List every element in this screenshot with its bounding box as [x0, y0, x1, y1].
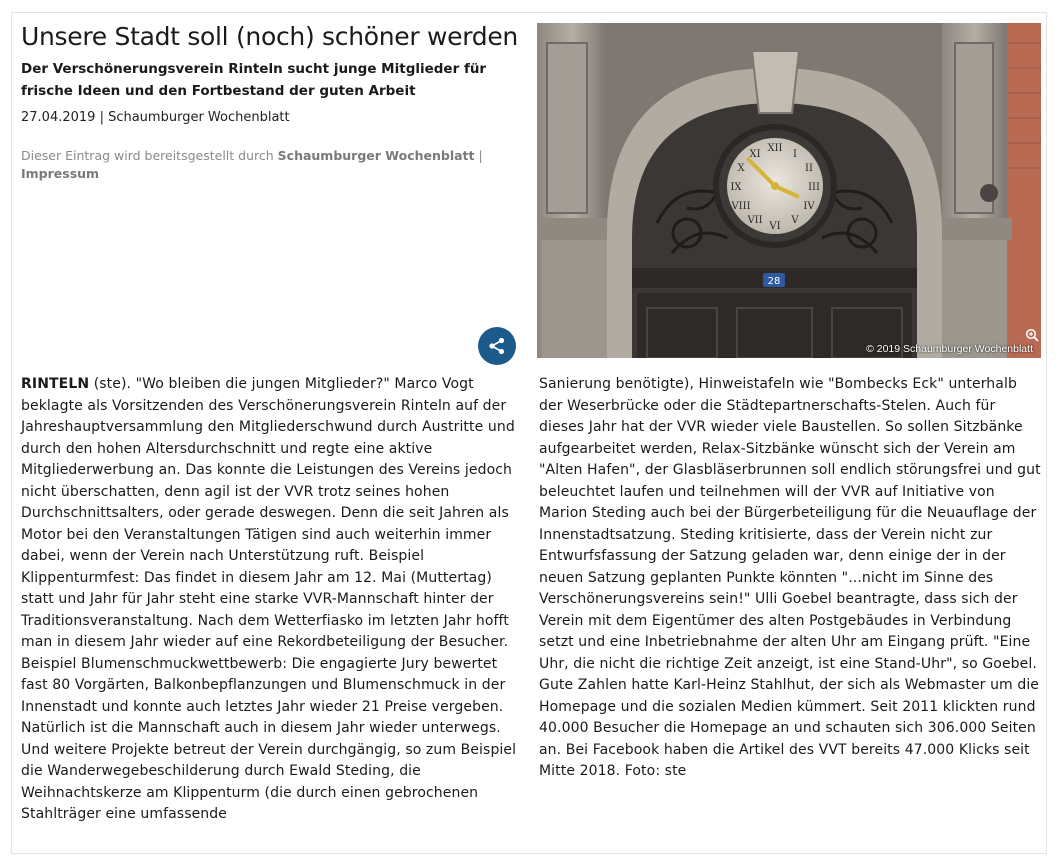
article-photo[interactable] [537, 23, 1041, 358]
svg-text:XI: XI [749, 149, 761, 160]
svg-text:V: V [791, 215, 799, 226]
share-icon [488, 337, 506, 355]
svg-text:IV: IV [803, 201, 815, 212]
svg-text:X: X [737, 163, 745, 174]
door-number: 28 [767, 276, 781, 287]
article-body-right [539, 374, 1044, 783]
share-button[interactable] [478, 327, 516, 365]
provider-prefix: Dieser Eintrag wird bereitsgestellt durch [21, 148, 274, 163]
svg-text:I: I [793, 149, 797, 160]
article-body-left [21, 374, 526, 826]
article-subtitle: Der Verschönerungsverein Rinteln sucht junge Mitglieder für frische Ideen und den Fortbestand der guten Arbeit [21, 61, 487, 99]
svg-text:VI: VI [769, 221, 781, 232]
body-lead: RINTELN [21, 376, 90, 392]
article-title: Unsere Stadt soll (noch) schöner werden [21, 22, 518, 51]
article-meta: 27.04.2019 | Schaumburger Wochenblatt [21, 110, 290, 125]
svg-text:III: III [808, 182, 820, 193]
svg-text:VIII: VIII [731, 201, 751, 212]
body-text-right: Sanierung benötigte), Hinweistafeln wie "Bombecks Eck" unterhalb der Weserbrücke oder die Städtepartnerschafts-Stelen. Auch für dieses Jahr hat der VVR wieder viele Baustellen. So sollen Sitzbänke aufgearbeitet werden, Relax-Sitzbänke wünscht sich der Verein am "Alten Hafen", der Glasbläserbrunnen soll endlich störungsfrei und gut beleuchtet laufen und teilnehmen will der VVR auf Initiative von Marion Steding auch bei der Bürgerbeteiligung für die Neuauflage der Innenstadtsatzung. Steding kritisierte, dass der Verein nicht zur Entwurfsfassung der Satzung geladen war, denn einige der in der neuen Satzung geplanten Punkte könnten "...nicht im Sinne des Verschönerungsvereins sein!" Ulli Goebel beantragte, dass sich der Verein mit dem Eigentümer des alten Postgebäudes in Verbindung setzt und eine Inbetriebnahme der alten Uhr am Eingang prüft. "Eine Uhr, die nicht die richtige Zeit anzeigt, ist eine Stand-Uhr", so Goebel. Gute Zahlen hatte Karl-Heinz Stahlhut, der sich als Webmaster um die Homepage und die sozialen Medien kümmert. Seit 2011 klickten rund 40.000 Besucher die Homepage an und schauten sich 306.000 Seiten an. Bei Facebook haben die Artikel des VVT bereits 47.000 Klicks seit Mitte 2018. Foto: ste [539, 376, 1041, 779]
svg-text:IX: IX [730, 182, 742, 193]
provider-separator: | [478, 148, 483, 163]
zoom-icon[interactable] [1025, 328, 1039, 342]
svg-text:XII: XII [767, 143, 783, 154]
provider-note [21, 147, 491, 183]
provider-link[interactable]: Schaumburger Wochenblatt [277, 148, 475, 163]
photo-credit: © 2019 Schaumburger Wochenblatt [866, 343, 1033, 355]
impressum-link[interactable]: Impressum [21, 166, 100, 181]
svg-text:VII: VII [747, 215, 763, 226]
body-text-left: (ste). "Wo bleiben die jungen Mitglieder?" Marco Vogt beklagte als Vorsitzenden des Verschönerungsverein Rinteln auf der Jahreshauptversammlung den Mitgliederschwund durch Austritte und durch den hohen Altersdurchschnitt und regte eine aktive Mitgliederwerbung an. Das konnte die Leistungen des Vereins jedoch nicht überschatten, denn agil ist der VVR trotz seines hohen Durchschnittsalters, oder gerade deswegen. Denn die seit Jahren als Motor bei den Veranstaltungen Tätigen sind auch weiterhin immer dabei, wenn der Verein nach Unterstützung ruft. Beispiel Klippenturmfest: Das findet in diesem Jahr am 12. Mai (Muttertag) statt und Jahr für Jahr steht eine starke VVR-Mannschaft hinter der Traditionsveranstaltung. Nach dem Wetterfiasko im letzten Jahr hofft man in diesem Jahr wieder auf eine Rekordbeteiligung der Besucher. Beispiel Blumenschmuckwettbewerb: Die engagierte Jury bewertet fast 80 Vorgärten, Balkonbepflanzungen und Blumenschmuck in der Innenstadt und konnte auch letztes Jahr wieder 21 Preise vergeben. Natürlich ist die Mannschaft auch in diesem Jahr wieder unterwegs. Und weitere Projekte betreut der Verein durchgängig, so zum Beispiel die Wanderwegebeschilderung durch Ewald Steding, die Weihnachtskerze am Klippenturm (die durch einen gebrochenen Stahlträger eine umfassende [21, 376, 517, 822]
svg-text:II: II [805, 163, 813, 174]
clock-facade-image [537, 23, 1041, 358]
